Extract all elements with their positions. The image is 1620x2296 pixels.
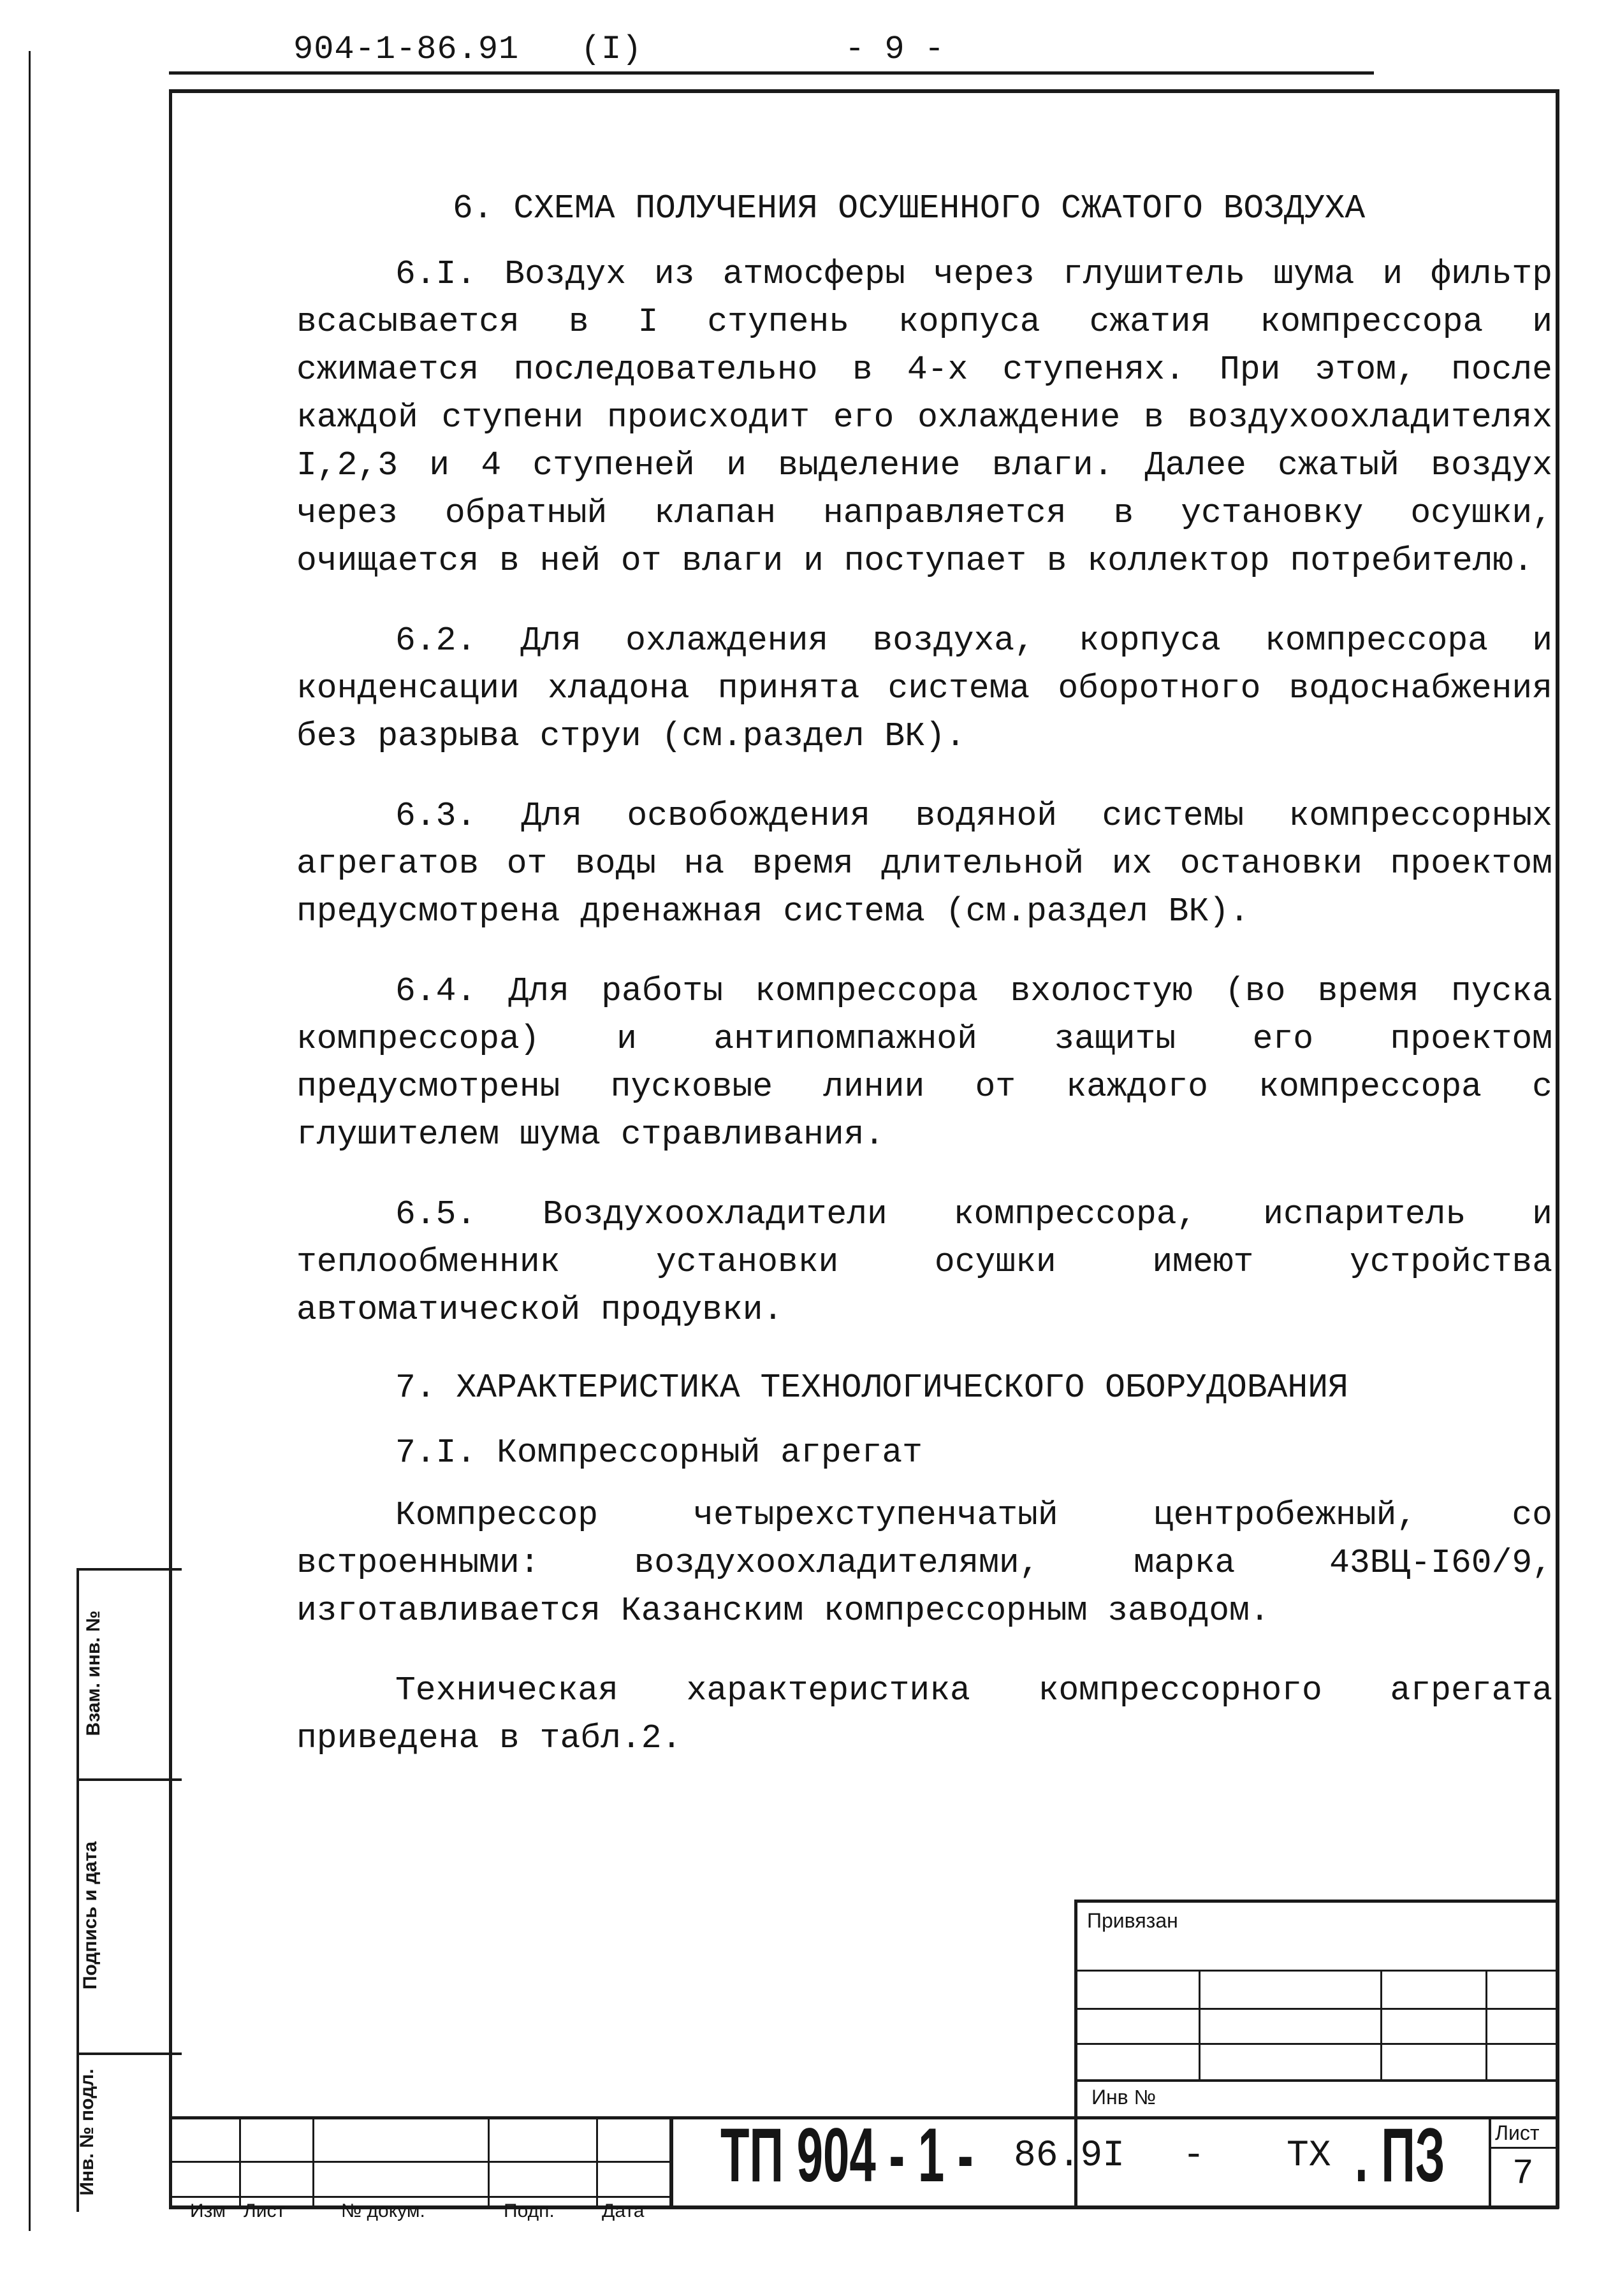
section-code: ТХ: [1287, 2135, 1331, 2177]
section-7-body: [296, 1492, 1552, 1762]
section-6-body: [296, 251, 1552, 1334]
sheet-box-divider: [1489, 2147, 1559, 2149]
inv-no-label: Инв №: [1091, 2086, 1156, 2109]
column-data: Дата: [602, 2200, 645, 2221]
document-designation: ТП 904 - 1 -: [720, 2112, 974, 2198]
paragraph-6-2: 6.2. Для охлаждения воздуха, корпуса компрессора и конденсации хладона принята система оборотного водоснабжения без разрыва струи (см.раздел ВК).: [296, 621, 1552, 755]
header-underline: [169, 71, 1374, 75]
paragraph-6-3: 6.3. Для освобождения водяной системы компрессорных агрегатов от воды на время длительной их остановки проектом предусмотрена дренажная система (см.раздел ВК).: [296, 797, 1552, 931]
paragraph-6-5: 6.5. Воздухоохладители компрессора, испаритель и теплообменник установки осушки имеют устройства автоматической продувки.: [296, 1195, 1552, 1329]
column-list: Лист: [244, 2200, 286, 2221]
frame-right: [1556, 89, 1559, 2209]
privyazan-col-3: [1485, 1970, 1487, 2079]
col-line-1: [239, 2116, 241, 2205]
paragraph-7-1-b: Техническая характеристика компрессорного агрегата приведена в табл.2.: [296, 1671, 1552, 1757]
document-type: . ПЗ: [1355, 2112, 1445, 2198]
privyazan-col-2: [1380, 1970, 1382, 2079]
document-code: 904-1-86.91 (I): [293, 31, 643, 68]
sheet-number: 7: [1512, 2153, 1534, 2194]
sheet-box-left: [1489, 2116, 1491, 2205]
side-label-podpis: Подпись и дата: [80, 1841, 101, 1990]
frame-top: [169, 89, 1559, 93]
privyazan-row-4: [1074, 2079, 1559, 2082]
col-line-4: [596, 2116, 598, 2205]
frame-left: [169, 89, 172, 2209]
col-line-5: [669, 2116, 673, 2205]
paragraph-6-4: 6.4. Для работы компрессора вхолостую (во время пуска компрессора) и антипомпажной защиты его проектом предусмотрены пусковые линии от каждого компрессора с глушителем шума стравливания.: [296, 972, 1552, 1154]
paragraph-7-1-a: Компрессор четырехступенчатый центробежный, со встроенными: воздухоохладителями, марка 43ВЦ-I60/9, изготавливается Казанским компрессорным заводом.: [296, 1496, 1552, 1630]
privyazan-top-line: [1074, 1900, 1559, 1903]
binding-margin-line: [29, 51, 31, 2231]
sheet-label: Лист: [1495, 2121, 1540, 2144]
page-number: - 9 -: [845, 31, 945, 68]
side-label-inv-podl: Инв. № подл.: [77, 2068, 98, 2196]
column-izm: Изм: [190, 2200, 226, 2221]
col-line-3: [488, 2116, 490, 2205]
column-podp: Подп.: [504, 2200, 555, 2221]
privyazan-col-1: [1199, 1970, 1200, 2079]
side-label-vzam: Взам. инв. №: [83, 1610, 104, 1736]
column-doc-no: № докум.: [341, 2200, 425, 2221]
subsection-7-1-heading: 7.I. Компрессорный агрегат: [395, 1434, 923, 1472]
privyazan-label: Привязан: [1087, 1909, 1178, 1932]
side-stamp-top-line: [77, 1568, 182, 1571]
col-line-2: [312, 2116, 314, 2205]
paragraph-6-1: 6.I. Воздух из атмосферы через глушитель шума и фильтр всасывается в I ступень корпуса сжатия компрессора и сжимается последовательно в 4-х ступенях. При этом, после каждой ступени происходит его охлаждение в воздухоохладителях I,2,3 и 4 ступеней и выделение влаги. Далее сжатый воздух через обратный клапан направляется в установку осушки, очищается в ней от влаги и поступает в коллектор потребителю.: [296, 255, 1552, 580]
section-6-heading: 6. СХЕМА ПОЛУЧЕНИЯ ОСУШЕННОГО СЖАТОГО ВОЗДУХА: [453, 189, 1366, 228]
designation-dash: -: [1183, 2135, 1205, 2177]
section-7-heading: 7. ХАРАКТЕРИСТИКА ТЕХНОЛОГИЧЕСКОГО ОБОРУДОВАНИЯ: [395, 1369, 1348, 1407]
document-year: 86.9I: [1014, 2135, 1125, 2177]
side-stamp-divider-1: [77, 1778, 182, 1781]
